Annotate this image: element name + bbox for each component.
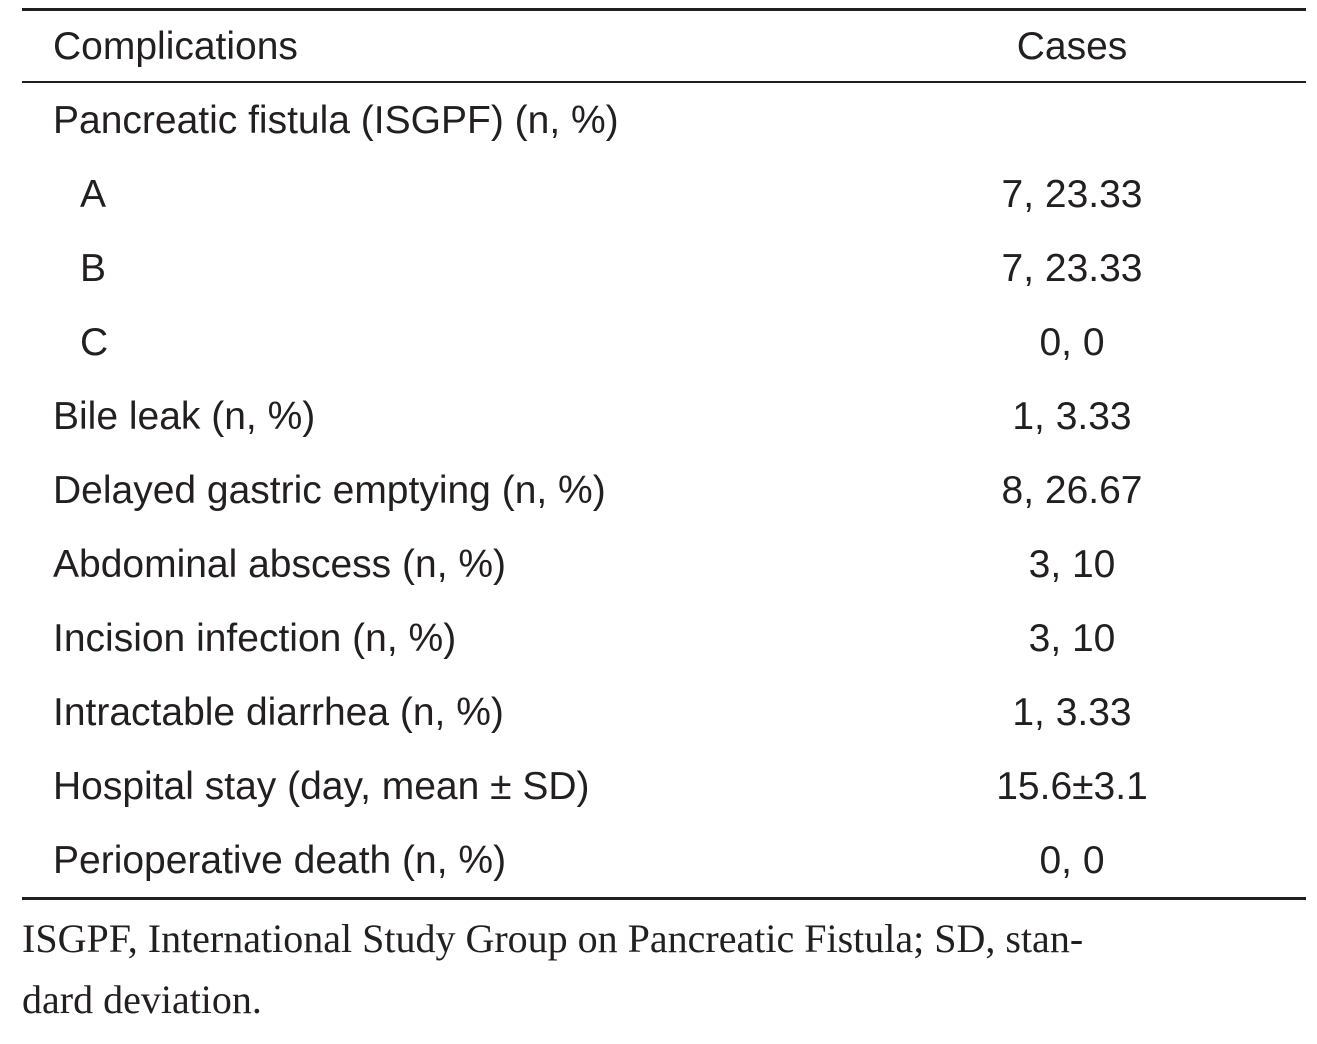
table-row [22, 83, 1306, 157]
row-label: Pancreatic fistula (ISGPF) (n, %) [53, 98, 619, 142]
row-value: 7, 23.33 [1001, 172, 1143, 216]
table-bottom-rule [22, 897, 1306, 900]
complications-table [22, 8, 1306, 900]
footnote-line-1: ISGPF, International Study Group on Pancreatic Fistula; SD, stan- [22, 916, 1084, 961]
row-value: 7, 23.33 [1001, 246, 1143, 290]
row-label: A [80, 172, 107, 216]
table-row [22, 601, 1306, 675]
row-label: Intractable diarrhea (n, %) [53, 690, 504, 734]
row-value: 3, 10 [1028, 616, 1116, 660]
table-row [22, 305, 1306, 379]
table-row [22, 675, 1306, 749]
header-complications: Complications [53, 24, 298, 68]
row-label: Hospital stay (day, mean ± SD) [53, 764, 590, 808]
row-label: Incision infection (n, %) [53, 616, 457, 660]
row-value: 0, 0 [1039, 320, 1105, 364]
table-row [22, 157, 1306, 231]
row-label: C [80, 320, 109, 364]
table-row [22, 231, 1306, 305]
row-label: Delayed gastric emptying (n, %) [53, 468, 606, 512]
row-value: 0, 0 [1039, 838, 1105, 882]
row-value: 1, 3.33 [1012, 690, 1132, 734]
table-row [22, 823, 1306, 897]
footnote-line-2: dard deviation. [22, 977, 262, 1022]
row-value: 1, 3.33 [1012, 394, 1132, 438]
table-header-row [22, 11, 1306, 81]
table-row [22, 379, 1306, 453]
row-label: Bile leak (n, %) [53, 394, 316, 438]
table-row [22, 527, 1306, 601]
row-label: Perioperative death (n, %) [53, 838, 507, 882]
header-cases: Cases [1016, 24, 1128, 68]
table-row [22, 453, 1306, 527]
row-value: 3, 10 [1028, 542, 1116, 586]
row-label: B [80, 246, 107, 290]
row-label: Abdominal abscess (n, %) [53, 542, 507, 586]
row-value: 15.6±3.1 [996, 764, 1148, 808]
table-footnote [22, 908, 1306, 1030]
table-row [22, 749, 1306, 823]
row-value: 8, 26.67 [1001, 468, 1143, 512]
